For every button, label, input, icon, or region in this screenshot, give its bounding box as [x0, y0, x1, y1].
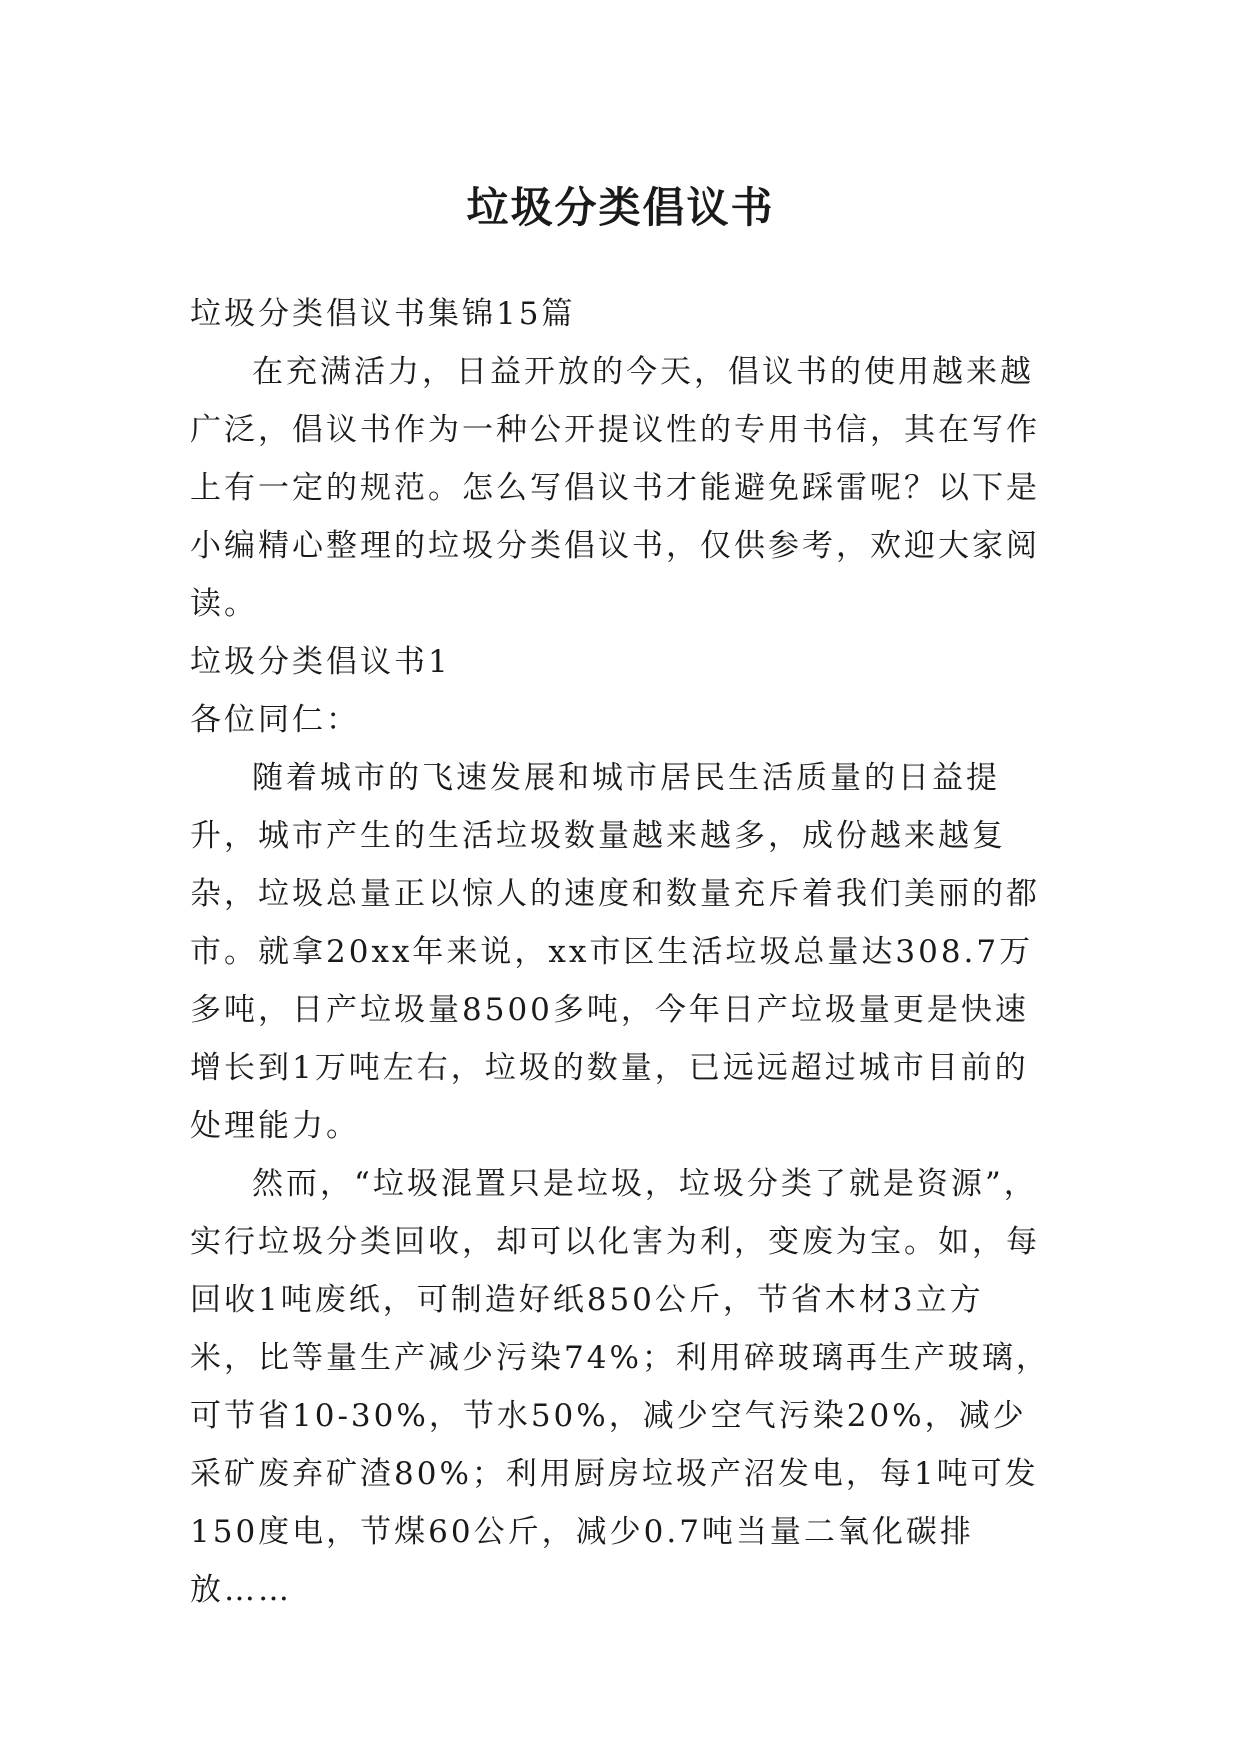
body-paragraph: 然而，“垃圾混置只是垃圾，垃圾分类了就是资源”，实行垃圾分类回收，却可以化害为利，变废为宝。如，每回收1吨废纸，可制造好纸850公斤，节省木材3立方米，比等量生产减少污染74%；利用碎玻璃再生产玻璃，可节省10-30%，节水50%，减少空气污染20%，减少采矿废弃矿渣80%；利用厨房垃圾产沼发电，每1吨可发150度电，节煤60公斤，减少0.7吨当量二氧化碳排放…… [190, 1166, 1050, 1608]
salutation: 各位同仁： [190, 702, 360, 738]
document-body [190, 285, 1050, 1619]
document-title: 垃圾分类倡议书 [466, 183, 775, 233]
document-subtitle: 垃圾分类倡议书集锦15篇 [190, 296, 576, 332]
body-paragraph: 随着城市的飞速发展和城市居民生活质量的日益提升，城市产生的生活垃圾数量越来越多，成份越来越复杂，垃圾总量正以惊人的速度和数量充斥着我们美丽的都市。就拿20xx年来说，xx市区生活垃圾总量达308.7万多吨，日产垃圾量8500多吨，今年日产垃圾量更是快速增长到1万吨左右，垃圾的数量，已远远超过城市目前的处理能力。 [190, 760, 1040, 1144]
intro-paragraph: 在充满活力，日益开放的今天，倡议书的使用越来越广泛，倡议书作为一种公开提议性的专用书信，其在写作上有一定的规范。怎么写倡议书才能避免踩雷呢？以下是小编精心整理的垃圾分类倡议书，仅供参考，欢迎大家阅读。 [190, 354, 1040, 622]
section-heading: 垃圾分类倡议书1 [190, 644, 451, 680]
